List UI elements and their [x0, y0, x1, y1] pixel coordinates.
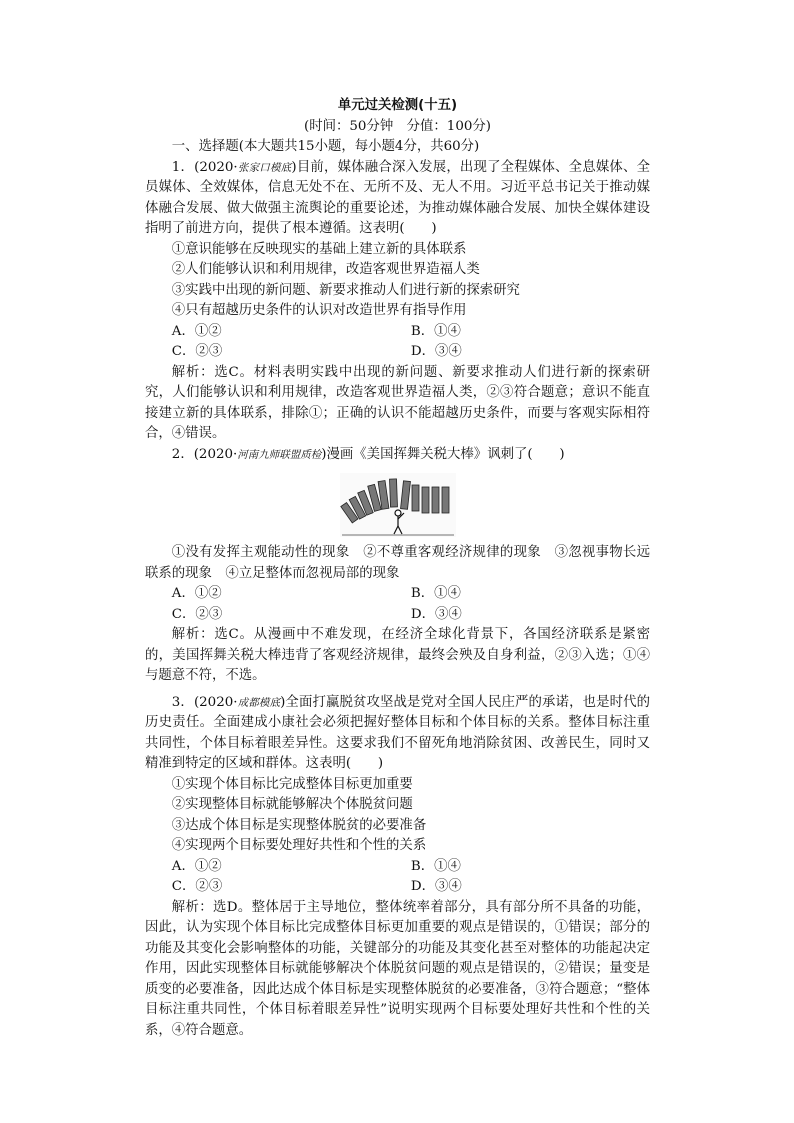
statements-inline: ①没有发挥主观能动性的现象 ②不尊重客观经济规律的现象 ③忽视事物长远联系的现象 ④立足整体而忽视局部的现象 [145, 545, 650, 581]
choice-c: C．②③ [171, 344, 223, 359]
question-3-stem: 3．(2020·成都模底)全面打赢脱贫攻坚战是党对全国人民庄严的承诺，也是时代的历史责任。全面建成小康社会必须把握好整体目标和个体目标的关系。整体目标注重共同性，个体目标着眼差异性。这要求我们不留死角地消除贫困、改善民生，同时又精准到特定的区域和群体。这表明( ) [145, 694, 650, 771]
choice-a: A．①② [171, 586, 222, 601]
choice-b: B．①④ [410, 323, 461, 339]
page-title: 单元过关检测(十五) [337, 98, 458, 113]
cartoon-image [145, 473, 650, 537]
choice-d: D．③④ [410, 344, 462, 359]
statement: ③实践中出现的新问题、新要求推动人们进行新的探索研究 [171, 282, 520, 298]
question-source: 河南九师联盟质检 [237, 448, 322, 461]
statement: ④实现两个目标要处理好共性和个性的关系 [171, 838, 427, 853]
choice-a: A．①② [171, 858, 222, 874]
answer-explanation: 解析：选C。从漫画中不难发现，在经济全球化背景下，各国经济联系是紧密的，美国挥舞关税大棒违背了客观经济规律，最终会殃及自身利益，②③入选；①④与题意不符，不选。 [145, 627, 650, 683]
choice-row [145, 877, 650, 898]
statement: ④只有超越历史条件的认识对改造世界有指导作用 [171, 303, 467, 318]
answer-explanation: 解析：选D。整体居于主导地位，整体统率着部分，具有部分所不具备的功能，因此，认为实现个体目标比完成整体目标更加重要的观点是错误的，①错误；部分的功能及其变化会影响整体的功能，关键部分的功能及其变化甚至对整体的功能起决定作用，因此实现整体目标就能够解决个体脱贫问题的观点是错误的，②错误；量变是质变的必要准备，因此达成个体目标是实现整体脱贫的必要准备，③符合题意；“整体目标注重共同性，个体目标着眼差异性”说明实现两个目标要处理好共性和个性的关系，④符合题意。 [145, 899, 650, 1038]
question-source: 张家口模底 [237, 161, 292, 174]
choice-d: D．③④ [410, 606, 462, 622]
question-source: 成都模底 [237, 696, 281, 709]
statement: ③达成个体目标是实现整体脱贫的必要准备 [171, 817, 427, 833]
choice-b: B．①④ [410, 858, 461, 874]
statement: ②实现整体目标就能够解决个体脱贫问题 [171, 797, 413, 812]
choice-c: C．②③ [171, 606, 223, 622]
question-1-stem: 1．(2020·张家口模底)目前，媒体融合深入发展，出现了全程媒体、全息媒体、全员媒体、全效媒体，信息无处不在、无所不及、无人不用。习近平总书记关于推动媒体融合发展、做大做强主流舆论的重要论述，为推动媒体融合发展、加快全媒体建设指明了前进方向，提供了根本遵循。这表明( ) [145, 159, 650, 236]
choice-c: C．②③ [171, 879, 223, 894]
statement: ①实现个体目标比完成整体目标更加重要 [171, 776, 413, 792]
dominoes-cartoon-icon [340, 473, 456, 537]
choice-row [145, 584, 650, 605]
section-heading: 一、选择题(本大题共15小题，每小题4分，共60分) [171, 139, 480, 154]
choice-b: B．①④ [410, 586, 461, 601]
statement: ①意识能够在反映现实的基础上建立新的具体联系 [171, 241, 467, 257]
page-subtitle: (时间：50分钟 分值：100分) [304, 118, 491, 134]
choice-d: D．③④ [410, 879, 462, 894]
exam-page [145, 96, 650, 1041]
choice-row [145, 605, 650, 626]
statement: ②人们能够认识和利用规律，改造客观世界造福人类 [171, 262, 480, 277]
choice-row [145, 857, 650, 878]
question-2-stem: 2．(2020·河南九师联盟质检)漫画《美国挥舞关税大棒》讽刺了( ) [171, 446, 565, 462]
answer-explanation: 解析：选C。材料表明实践中出现的新问题、新要求推动人们进行新的探索研究，人们能够认识和利用规律，改造客观世界造福人类，②③符合题意；意识不能直接建立新的具体联系，排除①；正确的认识不能超越历史条件，而要与客观实际相符合，④错误。 [145, 364, 650, 441]
choice-row [145, 342, 650, 363]
choice-a: A．①② [171, 323, 222, 339]
choice-row [145, 322, 650, 343]
